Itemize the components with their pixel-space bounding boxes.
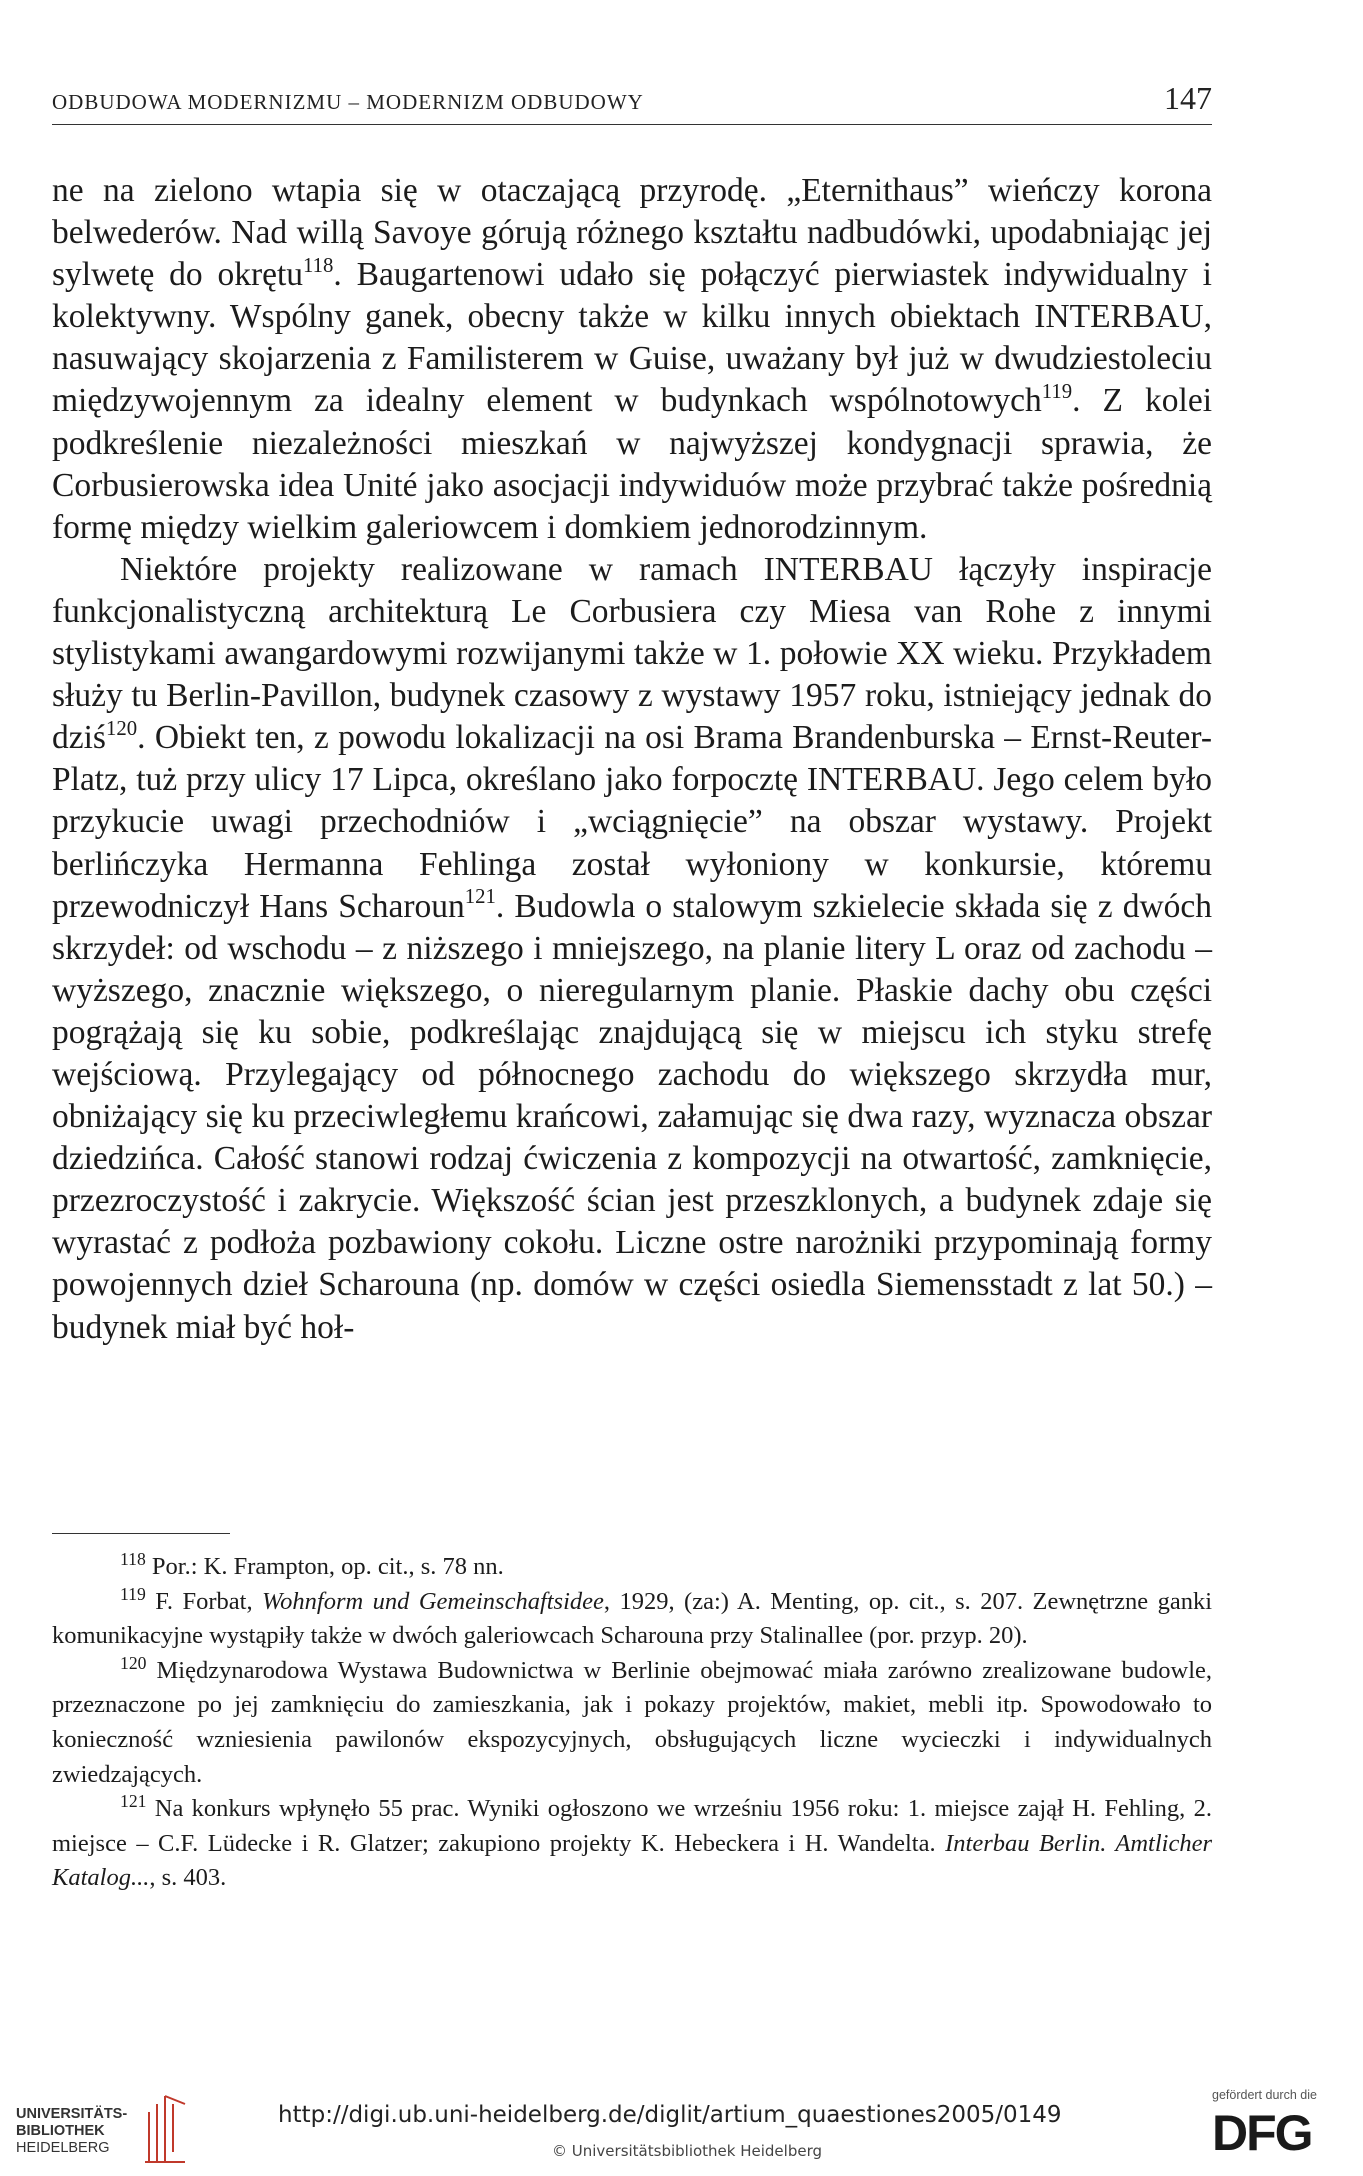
- footnote-number: 118: [120, 1548, 146, 1569]
- footnote-ref-119[interactable]: 119: [1041, 380, 1073, 404]
- footnote-text: Na konkurs wpłynęło 55 prac. Wyniki ogłoszono we wrześniu 1956 roku: 1. miejsce zajął H. Fehling, 2. miejsce – C.F. Lüdecke i R. Glatzer; zakupiono projekty K. Hebeckera i H. Wandelta.: [52, 1795, 1213, 1857]
- footnote-120: [52, 1654, 1212, 1792]
- footnote-number: 121: [120, 1791, 147, 1811]
- copyright-notice: © Universitätsbibliothek Heidelberg: [552, 2142, 823, 2160]
- paragraph-2-text-c: . Budowla o stalowym szkielecie składa się z dwóch skrzydeł: od wschodu – z niższego i mniejszego, na planie litery L oraz od zachodu – wyższego, znacznie większego, o nieregularnym planie. Płaskie dachy obu części pogrążają się ku sobie, podkreślając znajdującą się w miejscu ich styku strefę wejściową. Przylegający od północnego zachodu do większego skrzydła mur, obniżający się ku przeciwległemu krańcowi, załamując się dwa razy, wyznacza obszar dziedzińca. Całość stanowi rodzaj ćwiczenia z kompozycji na otwartość, zamknięcie, przezroczystość i zakrycie. Większość ścian jest przeszklonych, a budynek zdaje się wyrastać z podłoża pozbawiony cokołu. Liczne ostre narożniki przypominają formy powojennych dzieł Scharouna (np. domów w części osiedla Siemensstadt z lat 50.) – budynek miał być hoł-: [52, 887, 1213, 1346]
- footnote-title-italic: Wohnform und Gemeinschaftsidee: [262, 1587, 604, 1615]
- footnote-number: 120: [120, 1652, 147, 1673]
- footnote-title-italic: Interbau Berlin. Amtlicher Katalog...: [52, 1829, 1212, 1892]
- library-line-2: BIBLIOTHEK: [16, 2123, 105, 2139]
- dfg-logo: DFG: [1212, 2105, 1312, 2161]
- library-logo-icon: [135, 2090, 195, 2168]
- paragraph-2: [52, 549, 1212, 1349]
- paragraph-1-text-c: . Z kolei podkreślenie niezależności mieszkań w najwyższej kondygnacji sprawia, że Corbusierowska idea Unité jako asocjacji indywiduów może przybrać także pośrednią formę między wielkim galeriowcem i domkiem jednorodzinnym.: [52, 382, 1213, 546]
- funding-note: gefördert durch die: [1212, 2088, 1317, 2102]
- running-title: ODBUDOWA MODERNIZMU – MODERNIZM ODBUDOWY: [52, 90, 644, 114]
- library-name[interactable]: [16, 2106, 127, 2157]
- library-line-3: HEIDELBERG: [16, 2140, 110, 2156]
- footnote-number: 119: [120, 1583, 146, 1604]
- library-line-1: UNIVERSITÄTS-: [16, 2106, 128, 2122]
- footnote-121: [52, 1792, 1212, 1896]
- paragraph-2-text-a: Niektóre projekty realizowane w ramach INTERBAU łączyły inspiracje funkcjonalistyczną architekturą Le Corbusiera czy Miesa van Rohe z innymi stylistykami awangardowymi rozwijanymi także w 1. połowie XX wieku. Przykładem służy tu Berlin-Pavillon, budynek czasowy z wystawy 1957 roku, istniejący jednak do dziś: [52, 550, 1212, 757]
- footnote-ref-120[interactable]: 120: [105, 717, 138, 741]
- running-header: [52, 80, 1212, 125]
- digitization-footer: [0, 2070, 1363, 2176]
- footnote-ref-121[interactable]: 121: [464, 885, 496, 909]
- footnote-text: , s. 403.: [149, 1864, 227, 1892]
- paragraph-1: [52, 170, 1212, 549]
- footnote-text: Por.: K. Frampton, op. cit., s. 78 nn.: [151, 1553, 504, 1580]
- page-number: 147: [1164, 80, 1212, 116]
- footnotes: [52, 1550, 1212, 1896]
- footnote-text: , 1929, (za:) A. Menting, op. cit., s. 207. Zewnętrzne ganki komunikacyjne wystąpiły także w dwóch galeriowcach Scharouna przy Stalinallee (por. przyp. 20).: [52, 1587, 1213, 1650]
- main-text: [52, 170, 1212, 1349]
- footnote-119: [52, 1585, 1212, 1654]
- footnote-118: [52, 1550, 1212, 1585]
- footnote-separator: [52, 1533, 230, 1534]
- paragraph-1-text-a: ne na zielono wtapia się w otaczającą przyrodę. „Eternithaus” wieńczy korona belwederów. Nad willą Savoye górują różnego kształtu nadbudówki, upodabniając jej sylwetę do okrętu: [52, 172, 1212, 294]
- footnote-ref-118[interactable]: 118: [303, 254, 334, 277]
- permalink-url[interactable]: http://digi.ub.uni-heidelberg.de/diglit/artium_quaestiones2005/0149: [278, 2102, 1062, 2128]
- footnote-text: Międzynarodowa Wystawa Budownictwa w Berlinie obejmować miała zarówno zrealizowane budowle, przeznaczone po jej zamknięciu do zamieszkania, jak i pokazy projektów, makiet, mebli itp. Spowodowało to konieczność wzniesienia pawilonów ekspozycyjnych, obsługujących liczne wycieczki i indywidualnych zwiedzających.: [52, 1656, 1212, 1788]
- paragraph-2-text-b: . Obiekt ten, z powodu lokalizacji na osi Brama Brandenburska – Ernst-Reuter-Platz, tuż przy ulicy 17 Lipca, określano jako forpocztę INTERBAU. Jego celem było przykucie uwagi przechodniów i „wciągnięcie” na obszar wystawy. Projekt berlińczyka Hermanna Fehlinga został wyłoniony w konkursie, któremu przewodniczył Hans Scharoun: [52, 719, 1212, 925]
- footnote-text: F. Forbat,: [155, 1587, 263, 1615]
- paragraph-1-text-b: . Baugartenowi udało się połączyć pierwiastek indywidualny i kolektywny. Wspólny ganek, obecny także w kilku innych obiektach INTERBAU, nasuwający skojarzenia z Familisterem w Guise, uważany był już w dwudziestoleciu międzywojennym za idealny element w budynkach wspólnotowych: [52, 256, 1212, 420]
